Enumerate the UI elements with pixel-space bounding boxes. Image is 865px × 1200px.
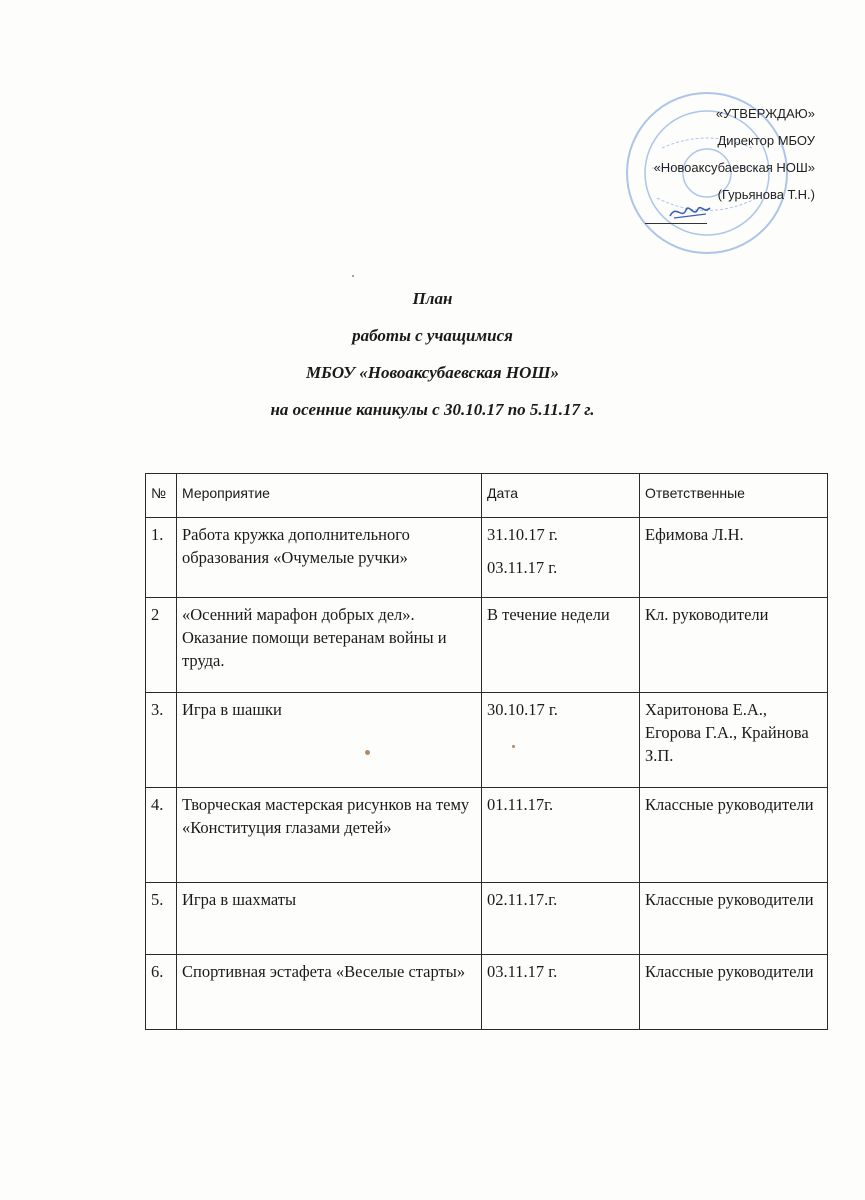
approval-signatory: (Гурьянова Т.Н.) — [717, 187, 815, 202]
header-date: Дата — [482, 474, 640, 518]
title-line-3: МБОУ «Новоаксубаевская НОШ» — [305, 363, 560, 382]
table-header-row — [146, 474, 828, 518]
signature-line — [645, 223, 707, 224]
header-event: Мероприятие — [177, 474, 482, 518]
header-number: № — [146, 474, 177, 518]
row-number: 1. — [146, 518, 177, 598]
date-value: В течение недели — [487, 605, 610, 624]
date-value: 30.10.17 г. — [487, 700, 558, 719]
approval-block — [555, 100, 815, 208]
title-line-2: работы с учащимися — [352, 326, 513, 345]
approval-school: «Новоаксубаевская НОШ» — [653, 160, 815, 175]
row-date — [482, 598, 640, 693]
row-responsible: Классные руководители — [640, 883, 828, 955]
date-value: 03.11.17 г. — [487, 962, 558, 981]
row-responsible: Классные руководители — [640, 955, 828, 1030]
row-number: 3. — [146, 693, 177, 788]
row-number: 5. — [146, 883, 177, 955]
table-row — [146, 598, 828, 693]
title-line-1: План — [412, 289, 453, 308]
row-event: Спортивная эстафета «Веселые старты» — [177, 955, 482, 1030]
row-date — [482, 518, 640, 598]
row-responsible: Классные руководители — [640, 788, 828, 883]
scan-speck — [352, 275, 354, 277]
row-responsible: Ефимова Л.Н. — [640, 518, 828, 598]
date-value: 03.11.17 г. — [487, 558, 558, 577]
row-date — [482, 788, 640, 883]
row-event: Творческая мастерская рисунков на тему «Конституция глазами детей» — [177, 788, 482, 883]
table-row — [146, 883, 828, 955]
scan-speck — [365, 750, 370, 755]
row-event: Игра в шахматы — [177, 883, 482, 955]
date-value: 01.11.17г. — [487, 795, 554, 814]
table-row — [146, 955, 828, 1030]
row-event: Игра в шашки — [177, 693, 482, 788]
row-responsible: Харитонова Е.А., Егорова Г.А., Крайнова З.П. — [640, 693, 828, 788]
plan-table — [145, 473, 828, 1030]
date-value: 02.11.17.г. — [487, 890, 558, 909]
table-row — [146, 693, 828, 788]
header-responsible: Ответственные — [640, 474, 828, 518]
date-value: 31.10.17 г. — [487, 525, 558, 544]
row-date — [482, 883, 640, 955]
signature-icon — [668, 200, 712, 222]
row-event: Работа кружка дополнительного образования «Очумелые ручки» — [177, 518, 482, 598]
row-number: 2 — [146, 598, 177, 693]
row-number: 6. — [146, 955, 177, 1030]
row-responsible: Кл. руководители — [640, 598, 828, 693]
row-number: 4. — [146, 788, 177, 883]
document-title — [0, 280, 865, 428]
row-event: «Осенний марафон добрых дел». Оказание помощи ветеранам войны и труда. — [177, 598, 482, 693]
title-line-4: на осенние каникулы с 30.10.17 по 5.11.17 г. — [270, 400, 595, 419]
scan-speck — [512, 745, 515, 748]
row-date — [482, 693, 640, 788]
approval-position: Директор МБОУ — [717, 133, 815, 148]
approval-heading: «УТВЕРЖДАЮ» — [715, 106, 815, 121]
table-row — [146, 788, 828, 883]
table-row — [146, 518, 828, 598]
row-date — [482, 955, 640, 1030]
